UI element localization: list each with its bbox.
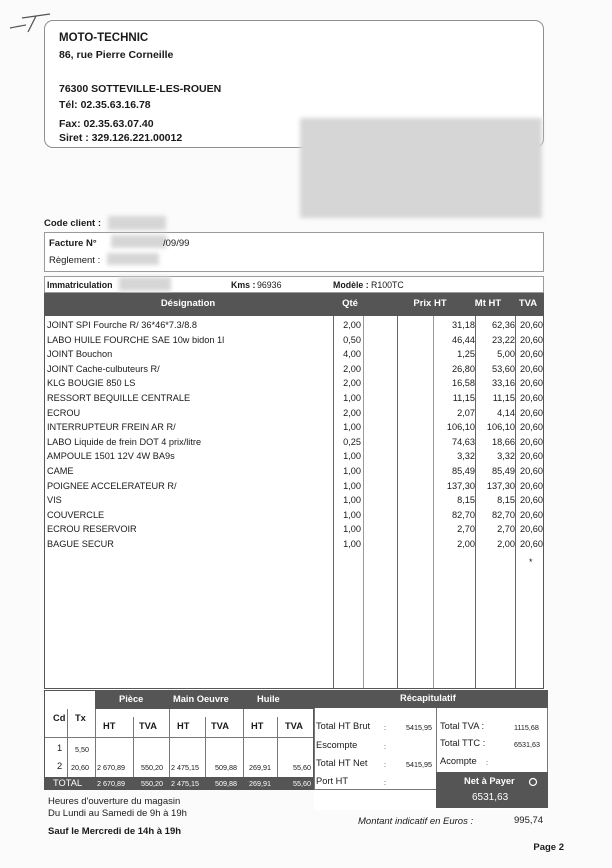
item-tva: 20,60 [520,320,543,330]
item-tva: 20,60 [520,466,543,476]
euro-label: Montant indicatif en Euros : [358,816,474,827]
total-label: TOTAL [53,778,83,788]
total-ht-net-label: Total HT Net [316,758,368,768]
item-mt-ht: 53,60 [492,363,515,374]
table-row [45,407,543,422]
item-tva: 20,60 [520,363,543,374]
item-designation: POIGNEE ACCELERATEUR R/ [47,480,177,491]
row2-main-tva: 509,88 [215,763,237,772]
total-piece-tva: 550,20 [141,779,163,788]
colon: : [384,723,386,732]
item-mt-ht: 85,49 [492,466,515,476]
table-row [45,450,543,465]
item-qte: 1,00 [343,509,361,520]
item-qte: 1,00 [343,524,361,535]
item-designation: COUVERCLE [47,509,105,520]
item-mt-ht: 2,70 [497,524,515,535]
redacted-immatriculation [119,277,171,291]
total-main-tva: 509,88 [215,779,237,788]
recap-table [314,690,548,810]
item-prix-ht: 106,10 [446,422,475,433]
item-qte: 0,25 [343,436,361,447]
item-designation: LABO HUILE FOURCHE SAE 10w bidon 1l [47,334,225,345]
col-divider [67,709,68,777]
row2-tx: 20,60 [71,763,89,772]
total-tva-value: 1115,68 [514,723,539,732]
header-designation: Désignation [160,298,216,309]
table-row [45,509,543,524]
item-designation: AMPOULE 1501 12V 4W BA9s [47,451,175,462]
hours-exception: Sauf le Mercredi de 14h à 19h [48,826,182,837]
item-tva: 20,60 [520,349,543,360]
item-designation: LABO Liquide de frein DOT 4 prix/litre [47,436,202,447]
item-tva: 20,60 [520,451,543,462]
acompte-label: Acompte [440,756,477,766]
hours-line: Du Lundi au Samedi de 9h à 19h [48,808,187,819]
item-mt-ht: 106,10 [486,422,515,433]
item-prix-ht: 31,18 [452,320,475,330]
item-designation: RESSORT BEQUILLE CENTRALE [47,393,191,403]
total-tva-label: Total TVA : [440,721,485,731]
item-tva: 20,60 [520,407,543,418]
item-tva: 20,60 [520,509,543,520]
total-ttc-value: 6531,63 [514,740,540,749]
currency-stamp-icon [528,777,538,787]
modele-label: Modèle : [333,280,369,290]
table-row [45,421,543,436]
port-ht-label: Port HT [316,776,349,786]
item-prix-ht: 1,25 [457,349,475,360]
header-tva: TVA [518,298,538,309]
item-mt-ht: 2,00 [497,539,515,549]
item-tva: 20,60 [520,436,543,447]
euro-value: 995,74 [514,815,544,826]
item-designation: JOINT SPI Fourche R/ 36*46*7.3/8.8 [47,320,197,330]
total-main-ht: 2 475,15 [171,779,199,788]
invoice-info-box [44,232,544,272]
item-qte: 1,00 [343,466,361,476]
header-huile-ht: HT [251,721,264,731]
item-prix-ht: 2,07 [457,407,475,418]
item-prix-ht: 26,80 [452,363,475,374]
item-designation: VIS [47,495,62,506]
header-main-tva: TVA [211,721,229,731]
header-main-oeuvre: Main Oeuvre [173,694,229,704]
col-divider [169,709,170,777]
item-qte: 2,00 [343,407,361,418]
item-designation: ECROU RESERVOIR [47,524,137,535]
item-qte: 1,00 [343,495,361,506]
item-prix-ht: 11,15 [452,393,475,403]
header-piece-tva: TVA [139,721,157,731]
colon: : [384,760,386,769]
table-row [45,494,543,509]
modele-value: R100TC [371,280,404,290]
header-huile-tva: TVA [285,721,303,731]
colon: : [486,758,488,767]
hours-title: Heures d'ouverture du magasin [48,796,181,807]
row-divider [45,737,313,738]
company-street: 86, rue Pierre Corneille [59,49,174,61]
item-qte: 1,00 [343,393,361,403]
col-divider [133,717,134,777]
item-qte: 1,00 [343,422,361,433]
immatriculation-label: Immatriculation [47,280,113,290]
item-designation: JOINT Bouchon [47,349,113,360]
total-huile-tva: 55,60 [293,779,311,788]
item-mt-ht: 33,16 [492,378,515,389]
vehicle-info-row [44,276,544,293]
total-huile-ht: 269,91 [249,779,271,788]
header-piece: Pièce [119,694,144,704]
code-client-label: Code client : [44,218,102,229]
company-city: 76300 SOTTEVILLE-LES-ROUEN [59,83,222,95]
table-row [45,319,543,334]
total-row [45,777,313,790]
table-row [45,465,543,480]
redacted-reglement [107,253,159,265]
redacted-facture [111,235,167,248]
table-row [45,334,543,349]
col-divider [95,709,96,777]
item-tva: 20,60 [520,480,543,491]
row1-cd: 1 [57,743,63,753]
recap-title: Récapitulatif [400,693,456,703]
item-designation: BAGUE SECUR [47,539,114,549]
total-ht-brut-label: Total HT Brut [316,721,371,731]
item-mt-ht: 82,70 [492,509,515,520]
row2-huile-tva: 55,60 [293,763,311,772]
asterisk-mark: * [529,557,533,567]
table-row [45,523,543,538]
item-mt-ht: 18,66 [492,436,515,447]
item-prix-ht: 85,49 [452,466,475,476]
net-a-payer-value: 6531,63 [472,792,509,803]
item-qte: 1,00 [343,539,361,549]
item-mt-ht: 4,14 [497,407,515,418]
table-row [45,348,543,363]
company-fax: Fax: 02.35.63.07.40 [59,118,154,130]
facture-label: Facture N° [49,238,97,249]
row2-main-ht: 2 475,15 [171,763,199,772]
item-tva: 20,60 [520,422,543,433]
kms-label: Kms : [231,280,256,290]
table-row [45,363,543,378]
item-prix-ht: 2,70 [457,524,475,535]
company-name: MOTO-TECHNIC [59,32,149,44]
items-table-header [45,294,543,316]
recap-header [314,690,548,708]
item-qte: 4,00 [343,349,361,360]
col-divider [277,717,278,777]
item-tva: 20,60 [520,378,543,389]
item-qte: 2,00 [343,320,361,330]
colon: : [384,742,386,751]
item-prix-ht: 3,32 [457,451,475,462]
row1-tx: 5,50 [75,745,89,754]
item-qte: 1,00 [343,451,361,462]
item-tva: 20,60 [520,393,543,403]
header-main-ht: HT [177,721,190,731]
item-tva: 20,60 [520,334,543,345]
total-ht-brut-value: 5415,95 [406,723,432,732]
total-ht-net-value: 5415,95 [406,760,432,769]
table-row [45,436,543,451]
item-tva: 20,60 [520,539,543,549]
row2-huile-ht: 269,91 [249,763,271,772]
item-prix-ht: 137,30 [446,480,475,491]
items-table [44,293,544,689]
item-prix-ht: 2,00 [457,539,475,549]
table-row [45,377,543,392]
total-piece-ht: 2 670,89 [97,779,125,788]
item-prix-ht: 74,63 [452,436,475,447]
reglement-label: Règlement : [49,255,101,266]
table-row [45,392,543,407]
item-prix-ht: 46,44 [452,334,475,345]
row2-cd: 2 [57,761,63,771]
item-mt-ht: 5,00 [497,349,515,360]
header-huile: Huile [257,694,280,704]
item-tva: 20,60 [520,524,543,535]
company-tel: Tél: 02.35.63.16.78 [59,99,151,111]
item-mt-ht: 11,15 [492,393,515,403]
item-mt-ht: 8,15 [497,495,515,506]
item-designation: KLG BOUGIE 850 LS [47,378,136,389]
row2-piece-ht: 2 670,89 [97,763,125,772]
net-a-payer-label: Net à Payer [464,776,515,786]
col-divider [243,709,244,777]
header-mt-ht: Mt HT [474,298,502,309]
item-mt-ht: 62,36 [492,320,515,330]
net-a-payer-box [436,772,548,808]
item-qte: 0,50 [343,334,361,345]
facture-suffix: /09/99 [163,238,190,249]
kms-value: 96936 [257,280,282,290]
item-prix-ht: 8,15 [457,495,475,506]
tva-breakdown-table [44,690,314,790]
item-prix-ht: 82,70 [452,509,475,520]
total-ttc-label: Total TTC : [440,738,486,748]
item-qte: 1,00 [343,480,361,491]
item-mt-ht: 137,30 [486,480,515,491]
item-tva: 20,60 [520,495,543,506]
item-designation: INTERRUPTEUR FREIN AR R/ [47,422,176,433]
item-designation: JOINT Cache-culbuteurs R/ [47,363,160,374]
item-qte: 2,00 [343,363,361,374]
table-row [45,538,543,553]
redacted-address [300,118,542,218]
item-designation: ECROU [47,407,81,418]
table-row [45,480,543,495]
col-divider [205,717,206,777]
header-piece-ht: HT [103,721,116,731]
header-qte: Qté [342,298,358,309]
header-cd: Cd [53,713,66,723]
escompte-label: Escompte [316,740,358,750]
item-designation: CAME [47,466,74,476]
header-tx: Tx [75,713,86,723]
header-prix-ht: Prix HT [413,298,447,309]
colon: : [384,778,386,787]
redacted-code-client [108,216,166,230]
page-number: Page 2 [533,842,564,853]
item-mt-ht: 23,22 [492,334,515,345]
row2-piece-tva: 550,20 [141,763,163,772]
item-prix-ht: 16,58 [452,378,475,389]
item-mt-ht: 3,32 [497,451,515,462]
item-qte: 2,00 [343,378,361,389]
company-siret: Siret : 329.126.221.00012 [59,132,183,144]
